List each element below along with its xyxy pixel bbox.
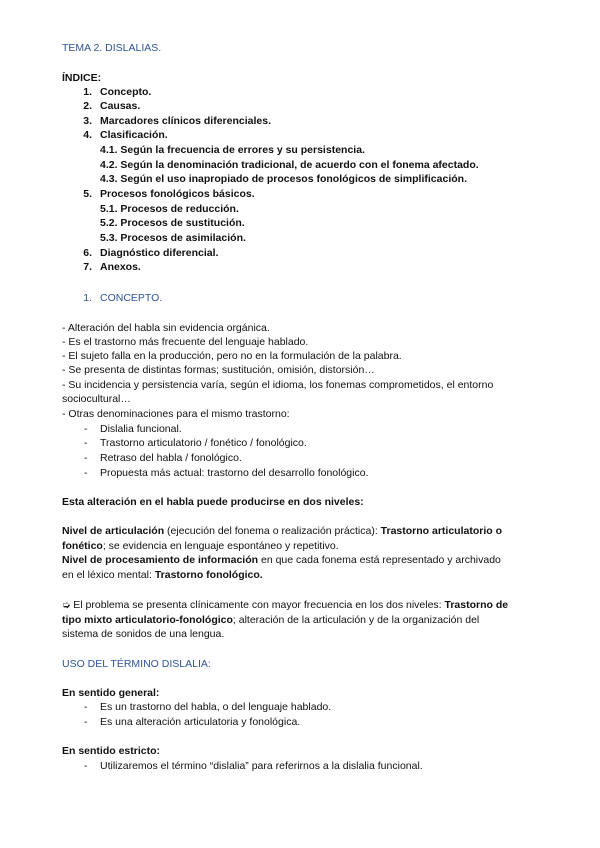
index-subitem: 5.2. Procesos de sustitución.: [100, 217, 245, 229]
index-subitem: 4.2. Según la denominación tradicional, de acuerdo con el fonema afectado.: [100, 159, 479, 171]
mixed-disorder-paragraph: ➭ El problema se presenta clínicamente con mayor frecuencia en los dos niveles: Trastorno de tipo mixto articulatorio-fonológico; alteración de la articulación y de la organización del sistema de sonidos de una lengua.: [62, 599, 509, 640]
document-page: TEMA 2. DISLALIAS. ÍNDICE: 1. Concepto. 2. Causas. 3. Marcadores clínicos diferenciales. 4. Clasificación. 4.1. Según la frecuencia de errores y su persistencia. 4.2. Según la denominación tradicional, de acuerdo con el fonema afectado. 4.3. Según el uso inapropiado de procesos fonológicos de simplificación. 5. Procesos fonológicos básicos. 5.1. Procesos de reducción. 5.2. Procesos de sustitución. 5.3. Procesos de asimilación. 6. Diagnóstico diferencial. 7. Anexos. 1. CONCEPTO. - Alteración del habla sin evidencia orgánica. - Es el trastorno más frecuente del lenguaje hablado. - El sujeto falla en la producción, pero no en la formulación de la palabra. - Se presenta de distintas formas; sustitución, omisión, distorsión… - Su incidencia y persistencia varía, según el idioma, los fonemas comprometidos, el entorno sociocultural… - Otras denominaciones para el mismo trastorno: - Dislalia funcional. - Trastorno articulatorio / fonético / fonológico. - Retraso del habla / fonológico. - Propuesta más actual: trastorno del desarrollo fonológico. Esta alteración en el habla puede producirse en dos niveles: Nivel de articulación (ejecución del fonema o realización práctica): Trastorno articulatorio o fonético; se evidencia en lenguaje espontáneo y repetitivo. Nivel de procesamiento de información en que cada fonema está representado y archivado en el léxico mental: Trastorno fonológico. ➭ El problema se presenta clínicamente con mayor frecuencia en los dos niveles: Trastorno de tipo mixto articulatorio-fonológico; alteración de la articulación y de la organización del sistema de sonidos de una lengua. USO DEL TÉRMINO DISLALIA: En sentido general: - Es un trastorno del habla, o del lenguaje hablado. - Es una alteración articulatoria y fonológica. En sentido estricto: - Utilizaremos el término “dislalia” para referirnos a la dislalia funcional.: [0, 0, 600, 848]
concept-line: - Es el trastorno más frecuente del lenguaje hablado.: [62, 336, 309, 348]
index-subitem: 5.3. Procesos de asimilación.: [100, 232, 246, 244]
concept-line: - El sujeto falla en la producción, pero no en la formulación de la palabra.: [62, 350, 402, 362]
index-subitem: 4.1. Según la frecuencia de errores y su persistencia.: [100, 144, 365, 156]
levels-heading: Esta alteración en el habla puede producirse en dos niveles:: [62, 496, 364, 508]
concept-line: - Se presenta de distintas formas; sustitución, omisión, distorsión…: [62, 364, 375, 376]
index-subitem: 5.1. Procesos de reducción.: [100, 203, 239, 215]
concept-line: - Su incidencia y persistencia varía, según el idioma, los fonemas comprometidos, el entorno: [62, 379, 494, 391]
level-articulation-paragraph: Nivel de articulación (ejecución del fonema o realización práctica): Trastorno articulatorio o fonético; se evidencia en lenguaje espontáneo y repetitivo.: [62, 525, 503, 552]
index-subitem: 4.3. Según el uso inapropiado de procesos fonológicos de simplificación.: [100, 173, 467, 185]
index-heading: ÍNDICE:: [62, 72, 102, 84]
document-title: TEMA 2. DISLALIAS.: [62, 42, 162, 54]
strict-sense-heading: En sentido estricto:: [62, 745, 161, 757]
concept-line: sociocultural…: [62, 393, 131, 405]
concept-line: - Alteración del habla sin evidencia orgánica.: [62, 322, 270, 334]
concept-line: - Otras denominaciones para el mismo trastorno:: [62, 408, 290, 420]
general-sense-heading: En sentido general:: [62, 687, 160, 699]
arrow-icon: ➭: [62, 600, 71, 611]
level-processing-paragraph: Nivel de procesamiento de información en que cada fonema está representado y archivado en el léxico mental: Trastorno fonológico.: [62, 554, 501, 581]
usage-heading: USO DEL TÉRMINO DISLALIA:: [62, 658, 211, 670]
